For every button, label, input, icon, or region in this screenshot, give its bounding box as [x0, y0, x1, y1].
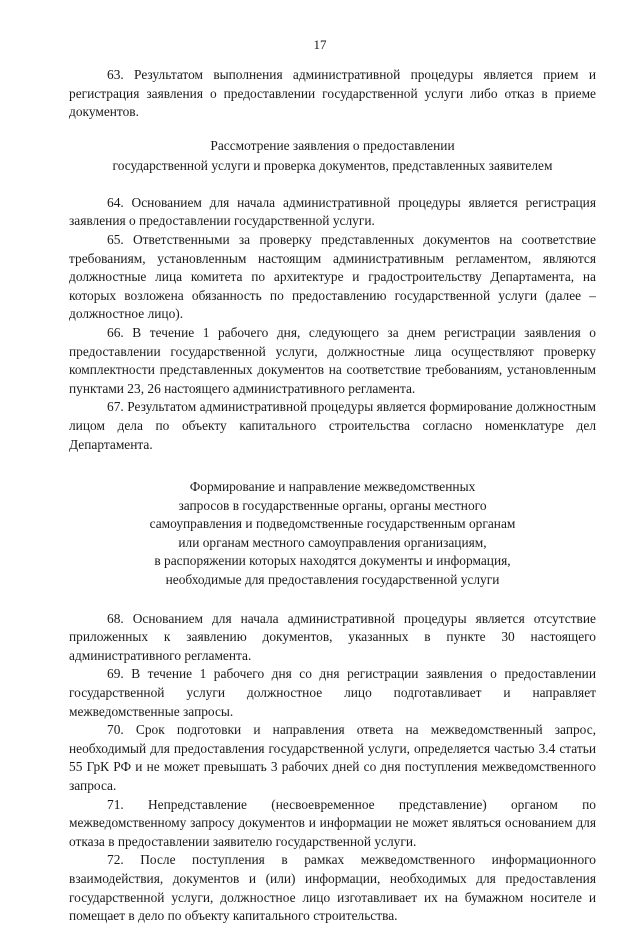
paragraph-68: 68. Основанием для начала административной процедуры является отсутствие приложенных к заявлению документов, указанных в пункте 30 настоящего административного регламента.: [69, 610, 596, 663]
paragraph-70: 70. Срок подготовки и направления ответа на межведомственный запрос, необходимый для предоставления государственной услуги, определяется частью 3.4 статьи 55 ГрК РФ и не может превышать 3 рабочих дней со дня поступления межведомственного запроса.: [69, 722, 596, 793]
paragraph-64: 64. Основанием для начала административной процедуры является регистрация заявления о предоставлении государственной услуги.: [69, 194, 596, 229]
paragraph-67: 67. Результатом административной процедуры является формирование должностным лицом дела по объекту капитального строительства согласно номенклатуре дел Департамента.: [69, 399, 596, 452]
heading-line: или органам местного самоуправления организациям,: [178, 534, 487, 550]
paragraph-65: 65. Ответственными за проверку представленных документов на соответствие требованиям, установленным настоящим административным регламентом, являются должностные лица комитета по архитектуре и градостроительству Департамента, на которых возложена обязанность по предоставлению государственной услуги (далее – должностное лицо).: [69, 231, 596, 322]
paragraph-69: 69. В течение 1 рабочего дня со дня регистрации заявления о предоставлении государственной услуги должностное лицо подготавливает и направляет межведомственные запросы.: [69, 666, 596, 719]
heading-line: Рассмотрение заявления о предоставлении: [210, 137, 455, 153]
paragraph-72: 72. После поступления в рамках межведомственного информационного взаимодействия, документов и (или) информации, необходимых для предоставления государственной услуги, должностное лицо изготавливает их на бумажном носителе и помещает в дело по объекту капитального строительства.: [69, 852, 596, 924]
paragraph-66: 66. В течение 1 рабочего дня, следующего за днем регистрации заявления о предоставлении государственной услуги, должностные лица осуществляют проверку комплектности представленных документов на соответствие требованиям, установленным пунктами 23, 26 настоящего административного регламента.: [69, 324, 596, 396]
paragraph-63: 63. Результатом выполнения административной процедуры является прием и регистрация заявления о предоставлении государственной услуги либо отказ в приеме документов.: [69, 67, 596, 120]
section-heading-interagency: [69, 478, 596, 590]
heading-line: самоуправления и подведомственные государственным органам: [149, 516, 516, 532]
heading-line: запросов в государственные органы, органы местного: [178, 497, 487, 513]
heading-line: государственной услуги и проверка документов, представленных заявителем: [112, 157, 553, 173]
document-body: [69, 66, 596, 926]
section-heading-review: [69, 136, 596, 176]
page-number: 17: [313, 37, 327, 52]
paragraph-71: 71. Непредставление (несвоевременное представление) органом по межведомственному запросу документов и информации не может являться основанием для отказа в предоставлении заявителю государственной услуги.: [69, 796, 596, 849]
heading-line: необходимые для предоставления государственной услуги: [165, 572, 500, 588]
heading-line: Формирование и направление межведомственных: [189, 479, 476, 495]
heading-line: в распоряжении которых находятся документы и информация,: [154, 553, 511, 569]
